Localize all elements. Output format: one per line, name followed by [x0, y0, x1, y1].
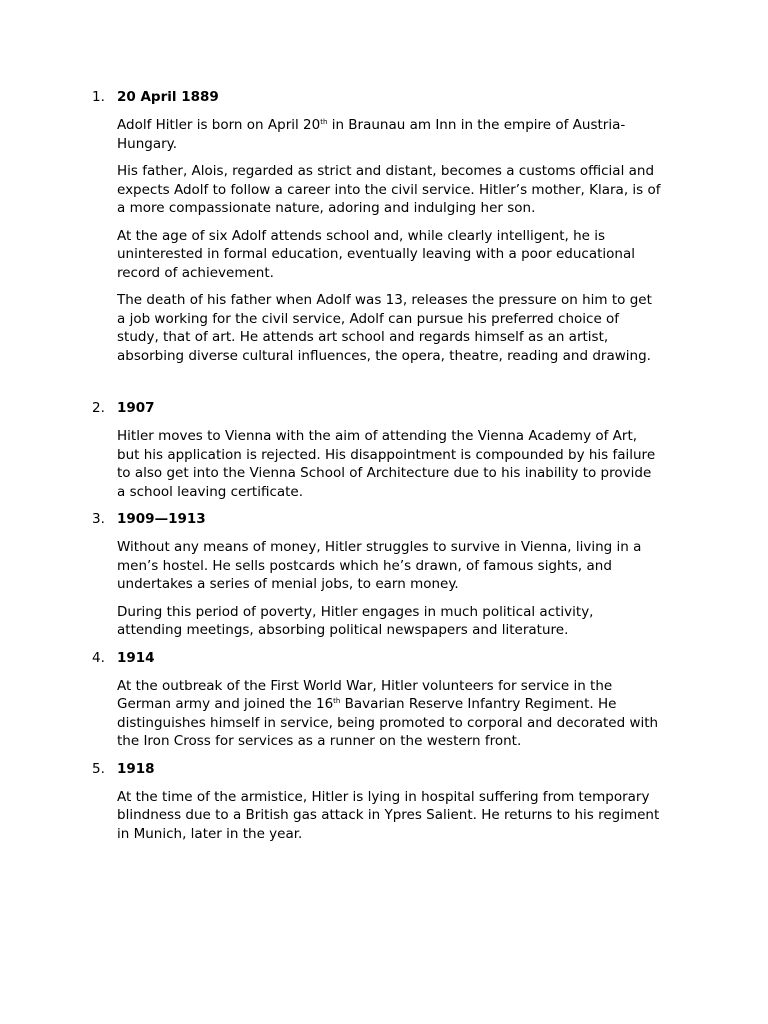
entry-paragraph: The death of his father when Adolf was 13, releases the pressure on him to get a job working for the civil service, Adolf can pursue his preferred choice of study, that of art. He attends art school and regards himself as an artist, absorbing diverse cultural influences, the opera, theatre, reading and drawing. [117, 292, 652, 364]
entry-number: 5. [92, 760, 105, 777]
entry-paragraph: His father, Alois, regarded as strict and distant, becomes a customs official and expects Adolf to follow a career into the civil service. Hitler’s mother, Klara, is of a more compassionate nature, adoring and indulging her son. [117, 163, 661, 216]
entry-paragraph: At the time of the armistice, Hitler is lying in hospital suffering from temporary blindness due to a British gas attack in Ypres Salient. He returns to his regiment in Munich, later in the year. [117, 788, 660, 842]
entry-number: 4. [92, 649, 105, 666]
entry-body [117, 427, 662, 501]
entry-heading: 20 April 1889 [117, 89, 219, 105]
superscript: th [320, 118, 328, 126]
entry-paragraph: Hitler moves to Vienna with the aim of attending the Vienna Academy of Art, but his application is rejected. His disappointment is compounded by his failure to also get into the Vienna School of Architecture due to his inability to provide a school leaving certificate. [117, 428, 656, 500]
timeline-list [0, 88, 768, 852]
entry-number: 1. [92, 89, 105, 105]
superscript: th [333, 697, 341, 705]
entry-body [117, 677, 662, 751]
entry-number: 2. [92, 400, 105, 416]
entry-paragraph: At the outbreak of the First World War, Hitler volunteers for service in the German army and joined the 16th Bavarian Reserve Infantry Regiment. He distinguishes himself in service, being promoted to corporal and decorated with the Iron Cross for services as a runner on the western front. [117, 677, 659, 749]
entry-heading: 1918 [117, 760, 155, 777]
timeline-entry [0, 88, 768, 365]
entry-paragraph: At the age of six Adolf attends school and, while clearly intelligent, he is uninterested in formal education, eventually leaving with a poor educational record of achievement. [117, 227, 636, 281]
entry-paragraph: Without any means of money, Hitler struggles to survive in Vienna, living in a men’s hostel. He sells postcards which he’s drawn, of famous sights, and undertakes a series of menial jobs, to earn money. [117, 539, 642, 592]
entry-paragraph: Adolf Hitler is born on April 20th in Braunau am Inn in the empire of Austria-Hungary. [117, 117, 626, 152]
timeline-entry [0, 399, 768, 501]
entry-heading: 1909—1913 [117, 511, 206, 527]
timeline-entry [0, 760, 768, 844]
timeline-entry [0, 649, 768, 751]
entry-body [117, 788, 662, 844]
timeline-entry [0, 510, 768, 640]
entry-heading: 1907 [117, 400, 155, 416]
entry-body [117, 116, 662, 365]
entry-body [117, 538, 662, 640]
entry-paragraph: During this period of poverty, Hitler engages in much political activity, attending meetings, absorbing political newspapers and literature. [117, 603, 594, 638]
entry-heading: 1914 [117, 649, 155, 666]
entry-number: 3. [92, 511, 105, 527]
